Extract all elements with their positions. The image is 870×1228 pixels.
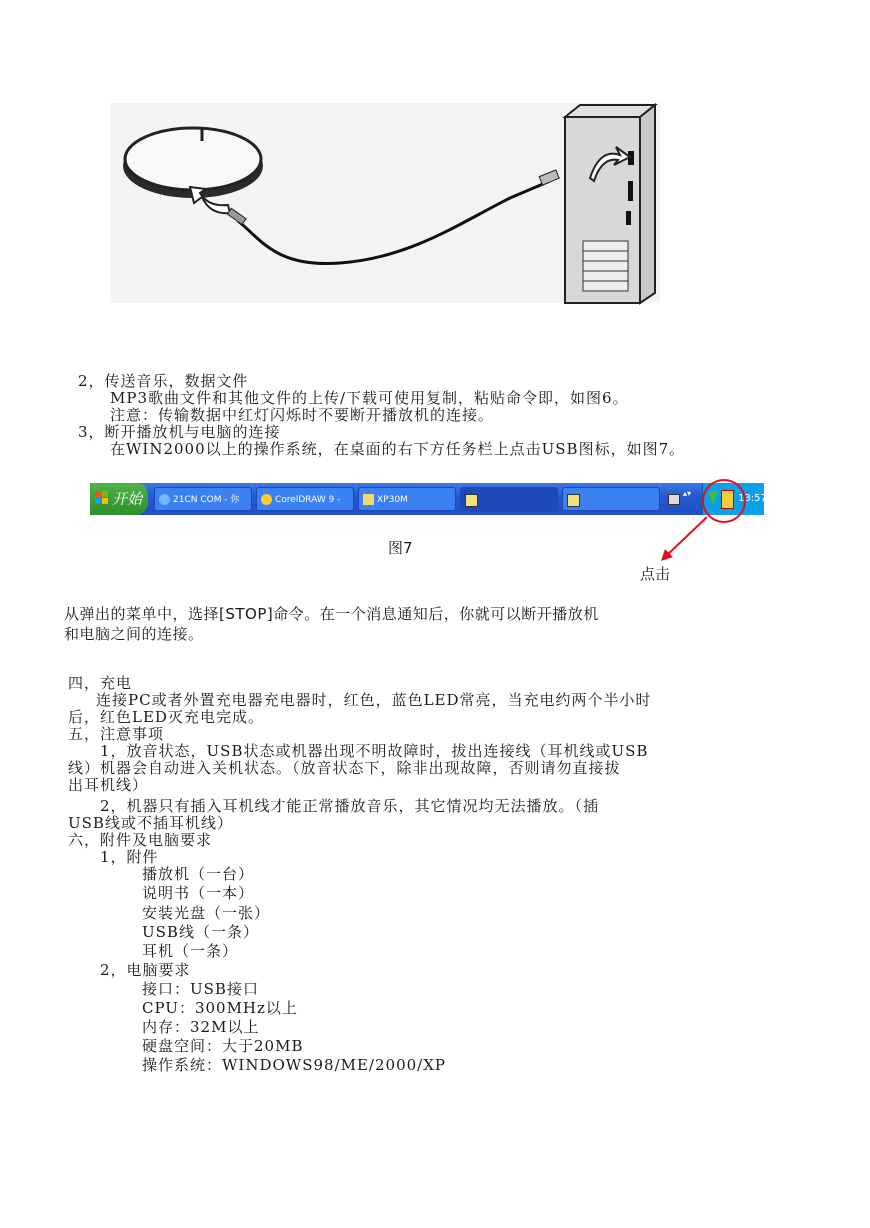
accessories-heading: 六，附件及电脑要求 bbox=[68, 831, 213, 849]
callout-arrow bbox=[655, 515, 715, 565]
charging-heading: 四，充电 bbox=[68, 674, 133, 692]
task-button-21cn[interactable]: 21CN COM - 你青... bbox=[154, 487, 252, 511]
disconnect-line-1: 在WIN2000以上的操作系统，在桌面的右下方任务栏上点击USB图标，如图7。 bbox=[110, 440, 686, 458]
requirement-item: 操作系统：WINDOWS98/ME/2000/XP bbox=[142, 1056, 446, 1074]
accessory-item: 说明书（一本） bbox=[142, 884, 255, 902]
windows-flag-icon bbox=[95, 491, 109, 505]
task-button-blank-1[interactable] bbox=[460, 487, 558, 511]
requirement-item: 接口：USB接口 bbox=[142, 980, 259, 998]
transfer-line-2: 注意：传输数据中红灯闪烁时不要断开播放机的连接。 bbox=[110, 406, 495, 424]
accessories-sub-2: 2，电脑要求 bbox=[100, 961, 191, 979]
notes-item-1-line-2: 线）机器会自动进入关机状态。（放音状态下，除非出现故障，否则请勿直接拔 bbox=[68, 759, 621, 777]
window-icon bbox=[465, 494, 478, 507]
requirement-item: 内存：32M以上 bbox=[142, 1018, 260, 1036]
windows-taskbar bbox=[90, 483, 767, 529]
pc-tower-icon bbox=[565, 105, 655, 303]
popup-text-line-2: 和电脑之间的连接。 bbox=[64, 625, 204, 643]
arrows-icon[interactable]: ▴▾ bbox=[683, 489, 692, 498]
task-button-blank-2[interactable] bbox=[562, 487, 660, 511]
notes-heading: 五，注意事项 bbox=[68, 725, 165, 743]
transfer-heading: 2，传送音乐，数据文件 bbox=[78, 372, 249, 390]
notes-item-1-line-1: 1，放音状态，USB状态或机器出现不明故障时，拔出连接线（耳机线或USB bbox=[100, 742, 649, 760]
clock: 13:57 bbox=[738, 493, 767, 504]
connection-illustration bbox=[110, 103, 660, 303]
folder-icon bbox=[363, 494, 374, 505]
disconnect-heading: 3，断开播放机与电脑的连接 bbox=[78, 423, 281, 441]
charging-line-1: 连接PC或者外置充电器充电器时，红色，蓝色LED常亮，当充电约两个半小时 bbox=[96, 691, 652, 709]
figure-caption: 图7 bbox=[388, 539, 413, 557]
notes-item-1-line-3: 出耳机线） bbox=[68, 776, 149, 794]
notes-item-2-line-1: 2，机器只有插入耳机线才能正常播放音乐，其它情况均无法播放。（插 bbox=[100, 797, 600, 815]
task-button-coreldraw[interactable]: CorelDRAW 9 - [... bbox=[256, 487, 354, 511]
keyboard-icon[interactable] bbox=[668, 494, 680, 505]
requirement-item: CPU：300MHz以上 bbox=[142, 999, 298, 1017]
accessory-item: USB线（一条） bbox=[142, 923, 259, 941]
start-button[interactable] bbox=[90, 483, 148, 515]
popup-text-line-1: 从弹出的菜单中，选择[STOP]命令。在一个消息通知后，你就可以断开播放机 bbox=[64, 605, 599, 623]
transfer-line-1: MP3歌曲文件和其他文件的上传/下载可使用复制，粘贴命令即，如图6。 bbox=[110, 389, 629, 407]
requirement-item: 硬盘空间：大于20MB bbox=[142, 1037, 304, 1055]
charging-line-2: 后，红色LED灭充电完成。 bbox=[68, 708, 264, 726]
task-button-xp30m[interactable]: XP30M bbox=[358, 487, 456, 511]
accessory-item: 耳机（一条） bbox=[142, 942, 239, 960]
callout-label: 点击 bbox=[640, 565, 671, 583]
accessories-sub-1: 1，附件 bbox=[100, 848, 159, 866]
start-label: 开始 bbox=[112, 490, 143, 508]
coreldraw-icon bbox=[261, 494, 272, 505]
browser-icon bbox=[159, 494, 170, 505]
accessory-item: 安装光盘（一张） bbox=[142, 904, 271, 922]
notes-item-2-line-2: USB线或不插耳机线） bbox=[68, 814, 233, 832]
accessory-item: 播放机（一台） bbox=[142, 865, 255, 883]
window-icon bbox=[567, 494, 580, 507]
